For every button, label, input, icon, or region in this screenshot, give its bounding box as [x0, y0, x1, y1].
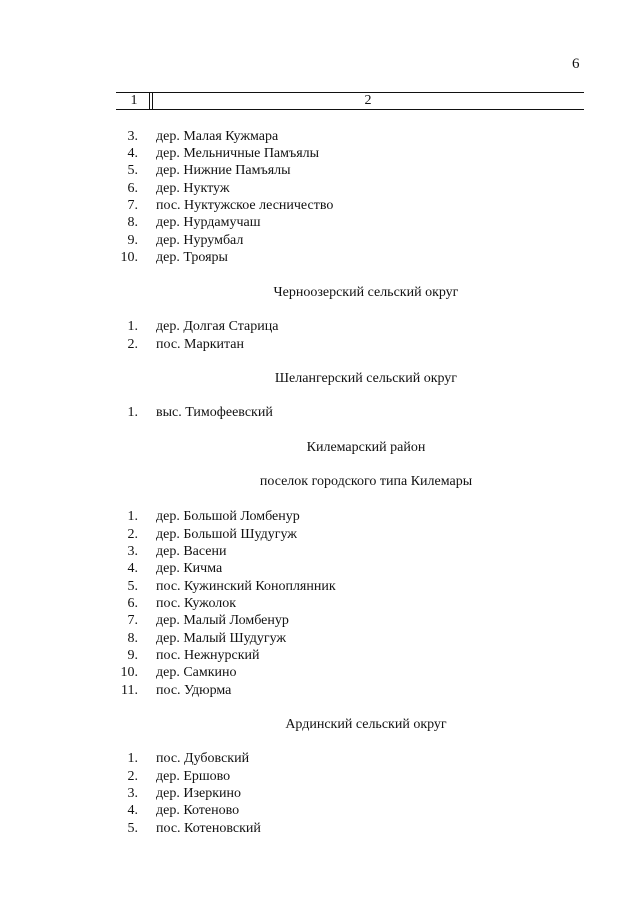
item-number: 4. — [127, 146, 138, 161]
item-text: пос. Маркитан — [156, 337, 245, 352]
item-number: 1. — [127, 405, 138, 420]
item-text: дер. Нурумбал — [156, 233, 244, 248]
section-heading: Шелангерский сельский округ — [274, 371, 458, 386]
item-number: 9. — [127, 233, 138, 248]
item-number: 11. — [121, 683, 138, 698]
item-text: дер. Котеново — [156, 803, 240, 818]
item-number: 5. — [127, 821, 138, 836]
item-text: дер. Малый Шудугуж — [156, 631, 287, 646]
item-number: 4. — [127, 803, 138, 818]
item-text: дер. Мельничные Памъялы — [156, 146, 320, 161]
section-heading: Черноозерский сельский округ — [273, 285, 459, 300]
item-number: 1. — [127, 509, 138, 524]
item-number: 5. — [127, 163, 138, 178]
item-number: 3. — [127, 786, 138, 801]
section-heading: поселок городского типа Килемары — [259, 474, 473, 489]
item-text: дер. Большой Шудугуж — [156, 527, 297, 542]
item-text: дер. Нижние Памъялы — [156, 163, 291, 178]
item-text: дер. Васени — [156, 544, 227, 559]
item-text: дер. Долгая Старица — [156, 319, 279, 334]
item-text: дер. Изеркино — [156, 786, 241, 801]
item-number: 2. — [127, 527, 138, 542]
item-number: 4. — [127, 561, 138, 576]
item-text: дер. Нурдамучаш — [156, 215, 261, 230]
table-header-col2: 2 — [364, 93, 372, 108]
item-text: дер. Самкино — [156, 665, 237, 680]
table-header-col1: 1 — [130, 93, 138, 108]
item-text: пос. Удюрма — [156, 683, 232, 698]
item-text: дер. Нуктуж — [156, 181, 230, 196]
item-number: 2. — [127, 337, 138, 352]
item-number: 3. — [127, 129, 138, 144]
item-text: дер. Кичма — [156, 561, 223, 576]
item-number: 7. — [127, 198, 138, 213]
item-number: 5. — [127, 579, 138, 594]
page-number: 6 — [572, 56, 580, 72]
item-number: 6. — [127, 596, 138, 611]
item-number: 9. — [127, 648, 138, 663]
item-number: 6. — [127, 181, 138, 196]
item-number: 2. — [127, 769, 138, 784]
item-number: 3. — [127, 544, 138, 559]
item-text: дер. Трояры — [156, 250, 228, 265]
item-number: 8. — [127, 215, 138, 230]
item-number: 10. — [120, 250, 138, 265]
item-text: дер. Ершово — [156, 769, 231, 784]
item-number: 7. — [127, 613, 138, 628]
item-text: пос. Кужолок — [156, 596, 237, 611]
section-heading: Ардинский сельский округ — [285, 717, 447, 732]
item-text: пос. Котеновский — [156, 821, 261, 836]
item-text: дер. Малая Кужмара — [156, 129, 279, 144]
item-number: 1. — [127, 319, 138, 334]
table-header-divider — [149, 93, 150, 109]
item-text: выс. Тимофеевский — [156, 405, 273, 420]
item-number: 1. — [127, 751, 138, 766]
item-text: дер. Малый Ломбенур — [156, 613, 289, 628]
district-heading: Килемарский район — [306, 440, 426, 455]
item-text: пос. Дубовский — [156, 751, 250, 766]
item-number: 10. — [120, 665, 138, 680]
item-text: пос. Кужинский Коноплянник — [156, 579, 336, 594]
item-text: дер. Большой Ломбенур — [156, 509, 300, 524]
table-header — [116, 92, 584, 110]
item-text: пос. Нежнурский — [156, 648, 260, 663]
item-number: 8. — [127, 631, 138, 646]
item-text: пос. Нуктужское лесничество — [156, 198, 334, 213]
